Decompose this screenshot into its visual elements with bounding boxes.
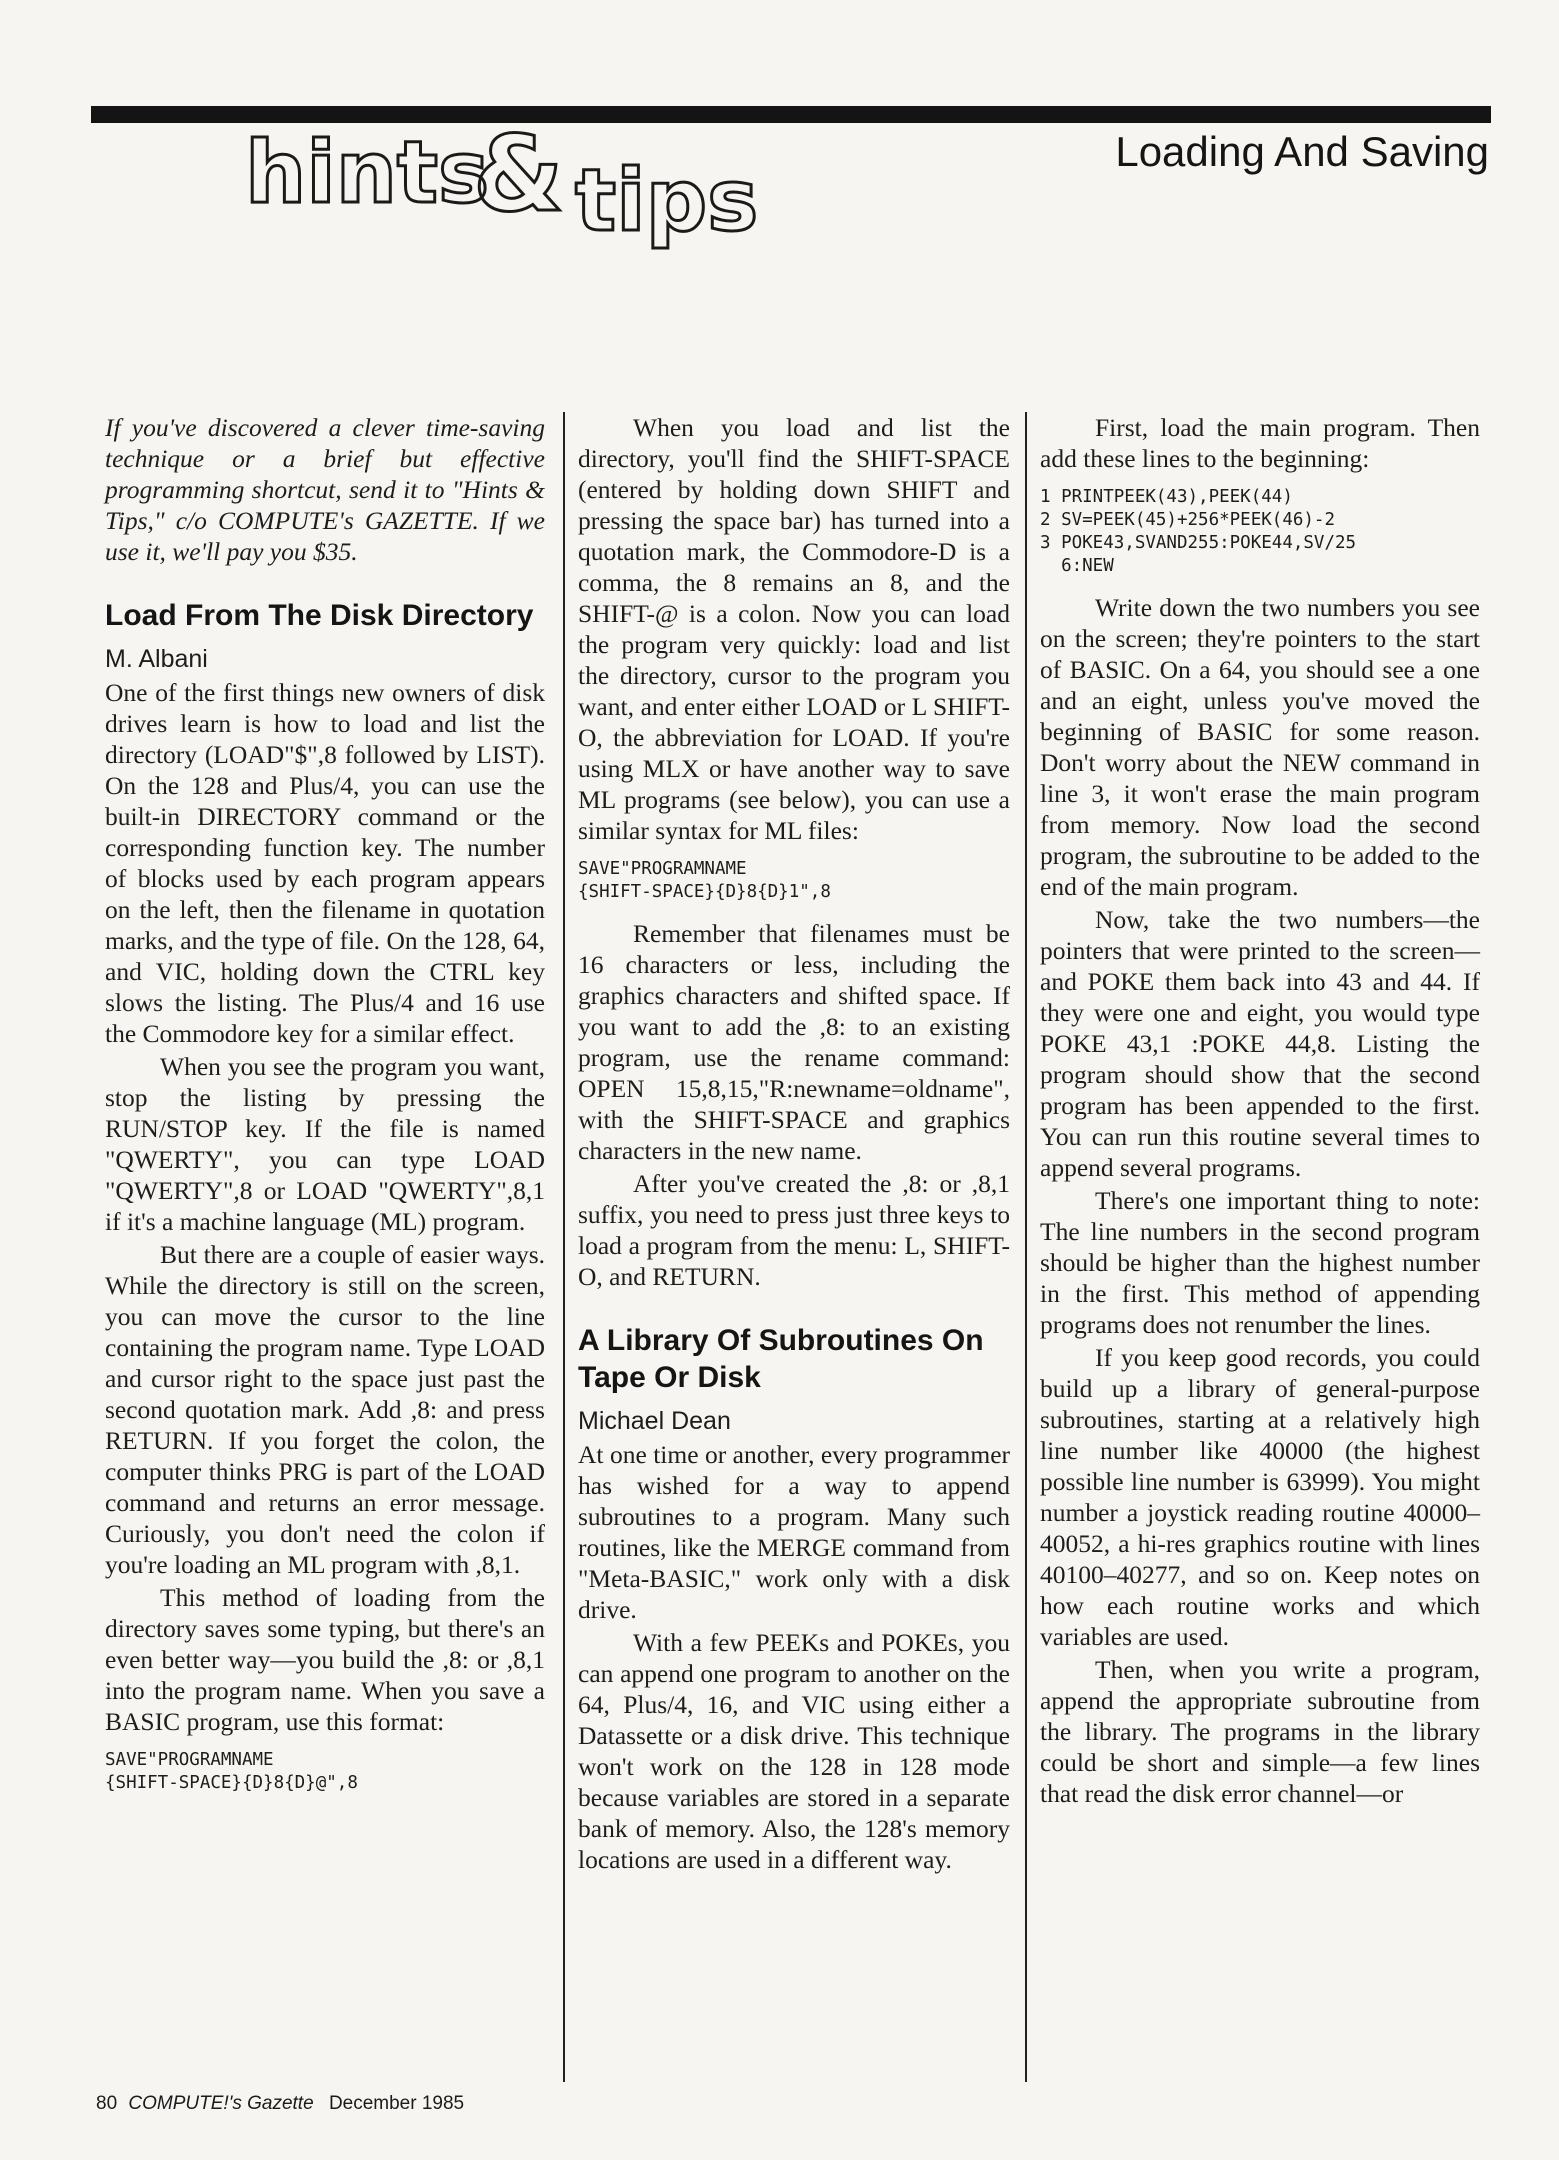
code-listing: 1 PRINTPEEK(43),PEEK(44) 2 SV=PEEK(45)+256*PEEK(46)-2 3 POKE43,SVAND255:POKE44,SV/25 6:NEW <box>1040 487 1357 576</box>
code-listing: SAVE"PROGRAMNAME {SHIFT-SPACE}{D}8{D}@",8 <box>105 1750 358 1793</box>
body-paragraph: There's one important thing to note: The line numbers in the second program should be higher than the highest number in the first. This method of appending programs does not renumber the lines. <box>1040 1186 1480 1339</box>
column-1 <box>105 412 545 1809</box>
code-listing: SAVE"PROGRAMNAME {SHIFT-SPACE}{D}8{D}1",8 <box>578 859 831 902</box>
body-paragraph: Write down the two numbers you see on the screen; they're pointers to the start of BASIC. On a 64, you should see a one and an eight, unless you've moved the beginning of BASIC for some reason. Don't worry about the NEW command in line 3, it won't erase the main program from memory. Now load the second program, the subroutine to be added to the end of the main program. <box>1040 593 1480 901</box>
article-title: Load From The Disk Directory <box>105 599 534 632</box>
body-paragraph: When you see the program you want, stop the listing by pressing the RUN/STOP key. If the file is named "QWERTY", you can type LOAD "QWERTY",8 or LOAD "QWERTY",8,1 if it's a machine language (ML) program. <box>105 1052 545 1236</box>
body-paragraph: But there are a couple of easier ways. While the directory is still on the screen, you can move the cursor to the line containing the program name. Type LOAD and cursor right to the space just past the second quotation mark. Add ,8: and press RETURN. If you forget the colon, the computer thinks PRG is part of the LOAD command and returns an error message. Curiously, you don't need the colon if you're loading an ML program with ,8,1. <box>105 1240 545 1579</box>
body-paragraph: With a few PEEKs and POKEs, you can append one program to another on the 64, Plus/4, 16, and VIC using either a Datassette or a disk drive. This technique won't work on the 128 in 128 mode because variables are stored in a separate bank of memory. Also, the 128's memory locations are used in a different way. <box>578 1628 1010 1874</box>
logo-ampersand: & <box>473 113 564 235</box>
body-paragraph: This method of loading from the directory saves some typing, but there's an even better way—you build the ,8: or ,8,1 into the program name. When you save a BASIC program, use this format: <box>105 1583 545 1736</box>
section-title: Loading And Saving <box>1115 128 1489 175</box>
column-divider <box>1025 412 1027 2082</box>
article-author: Michael Dean <box>578 1407 731 1435</box>
column-2 <box>578 412 1010 1877</box>
logo-word-tips: tips <box>575 151 759 251</box>
body-paragraph: First, load the main program. Then add these lines to the beginning: <box>1040 413 1480 473</box>
intro-paragraph: If you've discovered a clever time-saving technique or a brief but effective programming shortcut, send it to "Hints & Tips," c/o COMPUTE's GAZETTE. If we use it, we'll pay you $35. <box>105 413 545 566</box>
body-paragraph: At one time or another, every programmer has wished for a way to append subroutines to a program. Many such routines, like the MERGE command from "Meta-BASIC," work only with a disk drive. <box>578 1440 1010 1624</box>
issue-date: December 1985 <box>328 2093 465 2114</box>
body-paragraph: One of the first things new owners of disk drives learn is how to load and list the directory (LOAD"$",8 followed by LIST). On the 128 and Plus/4, you can use the built-in DIRECTORY command or the corresponding function key. The number of blocks used by each program appears on the left, then the filename in quotation marks, and the type of file. On the 128, 64, and VIC, holding down the CTRL key slows the listing. The Plus/4 and 16 use the Commodore key for a similar effect. <box>105 678 545 1048</box>
column-3 <box>1040 412 1480 1811</box>
page-footer <box>96 2093 464 2115</box>
column-divider <box>563 412 565 2082</box>
magazine-name: COMPUTE!'s Gazette <box>128 2093 314 2114</box>
body-paragraph: Then, when you write a program, append the appropriate subroutine from the library. The programs in the library could be short and simple—a few lines that read the disk error channel—or <box>1040 1655 1480 1808</box>
body-paragraph: When you load and list the directory, you'll find the SHIFT-SPACE (entered by holding down SHIFT and pressing the space bar) has turned into a quotation mark, the Commodore-D is a comma, the 8 remains an 8, and the SHIFT-@ is a colon. Now you can load the program very quickly: load and list the directory, cursor to the program you want, and enter either LOAD or L SHIFT-O, the abbreviation for LOAD. If you're using MLX or have another way to save ML programs (see below), you can use a similar syntax for ML files: <box>578 413 1010 845</box>
body-paragraph: Remember that filenames must be 16 characters or less, including the graphics characters and shifted space. If you want to add the ,8: to an existing program, use the rename command: OPEN 15,8,15,"R:newname=oldname", with the SHIFT-SPACE and graphics characters in the new name. <box>578 919 1010 1165</box>
body-paragraph: Now, take the two numbers—the pointers that were printed to the screen—and POKE them back into 43 and 44. If they were one and eight, you would type POKE 43,1 :POKE 44,8. Listing the program should show that the second program has been appended to the first. You can run this routine several times to append several programs. <box>1040 905 1480 1182</box>
logo-word-hints: hints <box>245 123 490 223</box>
article-author: M. Albani <box>105 645 208 673</box>
body-paragraph: After you've created the ,8: or ,8,1 suffix, you need to press just three keys to load a program from the menu: L, SHIFT-O, and RETURN. <box>578 1169 1010 1291</box>
page-number: 80 <box>96 2093 118 2114</box>
article-title: A Library Of Subroutines On Tape Or Disk <box>578 1324 984 1394</box>
hints-and-tips-logo <box>245 110 785 260</box>
body-paragraph: If you keep good records, you could build up a library of general-purpose subroutines, starting at a relatively high line number like 40000 (the highest possible line number is 63999). You might number a joystick reading routine 40000–40052, a hi-res graphics routine with lines 40100–40277, and so on. Keep notes on how each routine works and which variables are used. <box>1040 1343 1480 1651</box>
